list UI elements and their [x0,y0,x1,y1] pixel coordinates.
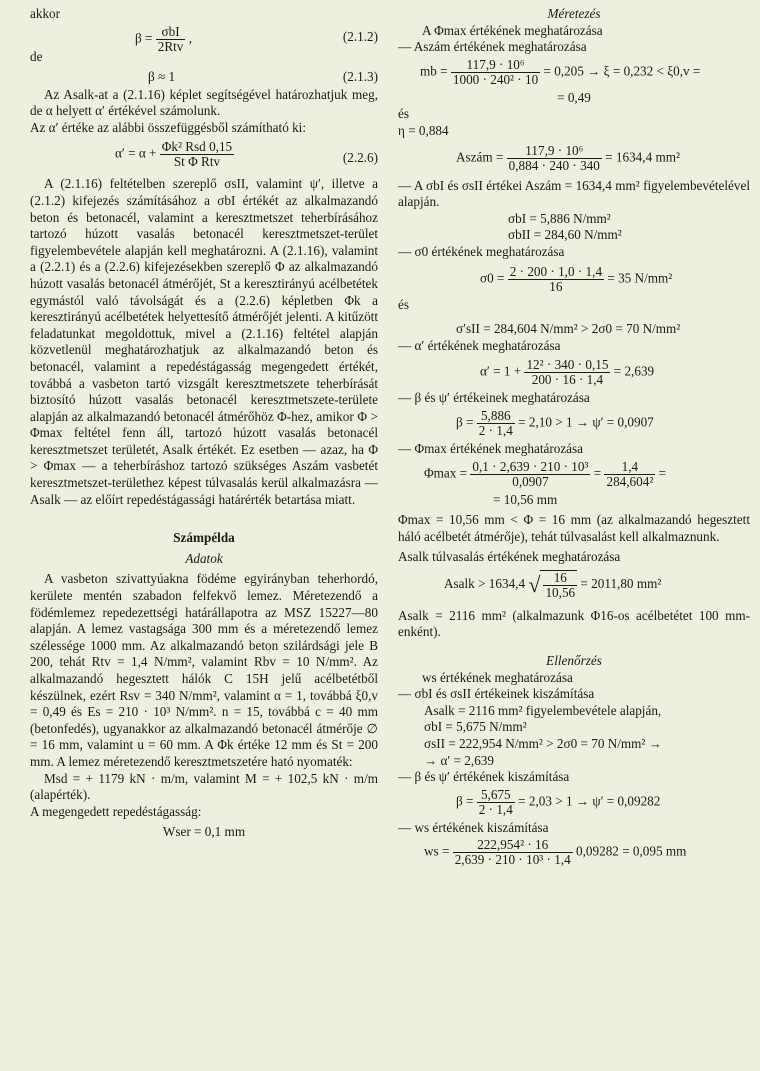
step-label: Asalk túlvasalás értékének meghatározása [398,549,621,565]
step-label: — Φmax értékének meghatározása [398,440,584,456]
step-label: — β és ψ′ értékének kiszámítása [398,769,570,785]
step-label: — σbI és σsII értékeinek kiszámítása [398,686,595,702]
step-label: — A σbI és σsII értékei Aszám = 1634,4 mm² figyelembevételével alapján. [398,177,750,210]
ws-equation: ws = $\frac{\text{222,954² · 16}}{\text{2,639 · 210 · 10³ · 1,4}}$ 0,09282 = 0,095 mm [424,837,687,868]
equation-number: (2.1.2) [342,28,378,44]
step-label: — ws értékének kiszámítása [398,819,549,835]
paragraph: Φmax = 10,56 mm < Φ = 16 mm (az alkalmazandó hegesztett háló acélbetét átmérője), tehát túlvasalást kell alkalmaznunk. [398,512,750,544]
paragraph: Asalk = 2116 mm² (alkalmazunk Φ16-os acélbetétet 100 mm-enként). [398,607,750,640]
equation-2-2-6: α′ = α + $\frac{\text{Φk² Rsd 0,15}}{\text{St Φ Rtv}}$ (2.2.6) [115,139,378,170]
aszam-equation: Aszám = $\frac{\text{117,9 · 10⁶}}{0,884 \cdot 240 \cdot 340}$ = 1634,4 mm² [456,142,680,173]
asalk-equation: Asalk > 1634,4 √ $\frac{16}{10,56}$ = 2011,80 mm² [444,569,662,600]
phimax-equation: Φmax = $\frac{\text{0,1 · 2,639 · 210 · 10³}}{0,0907}$ = $\frac{1,4}{\text{284,604²}}$ = [424,458,667,489]
eq-fraction: $\frac{\text{σbI}}{\text{2Rtv}}$ [157,23,184,54]
step-label: — Aszám értékének meghatározása [398,39,587,55]
subheading: Adatok [185,550,223,566]
left-column [30,6,378,841]
step-label: — σ0 értékének meghatározása [398,243,565,259]
moment-line: Msd = + 1179 kN · m/m, valamint M = + 102,5 kN · m/m (alapérték). [30,770,378,803]
paragraph: Az Asalk-at a (2.1.16) képlet segítségével határozhatjuk meg, de α helyett α′ értékével számolunk. [30,86,378,119]
equation-number: (2.1.3) [342,68,378,84]
equation-2-1-2: β = $\frac{\text{σbI}}{\text{2Rtv}}$ , (2.1.2) [135,23,378,54]
step-label: ws értékének meghatározása [422,669,573,685]
wser-value: Wser = 0,1 mm [162,824,246,840]
alpha-equation: α′ = 1 + $\frac{\text{12² · 340 · 0,15}}{200 \cdot 16 \cdot 1,4}$ = 2,639 [480,357,655,388]
paragraph: A (2.1.16) feltételben szereplő σsII, valamint ψ′, illetve a (2.1.2) kifejezés számításához a σbI értékét az alkalmazandó beton és betonacél, valamint a keresztmetszet teherbírásához tartozó húzott vasalás betonacél keresztmetszet-terület figyelembevétele alapján kell meghatározni. A (2.1.16), valamint a (2.2.1) és a (2.2.6) kifejezésekben szereplő Φ az alkalmazandó húzott vasalás betonacél átmérőjét, St a keresztirányú acélbetétek egymástól való távolságát és a (2.2.6) képletben Φk a keresztirányú acélbetétek helyettesítő átmérőjét jelenti. A kitűzött feladatunkat megoldottuk, mivel a (2.1.16) feltétel alapján közvetlenül meghatározhatjuk az alkalmazandó beton és betonacél, valamint a repedéstágasság megengedett értékét, továbbá a vasbeton tartó vizsgált keresztmetszete teherbírását biztosító húzott vasalás betonacél keresztmetszete-területe alapján az alkalmazandó betonacél átmérőhöz Φ-hez, amikor Φ > Φmax feltétel fenn áll, tartozó húzott vasalás betonacél keresztmetszet területét, Asalk értékét. Ez esetben — azaz, ha Φ > Φmax — a teherbíráshoz tartozó szükséges Aszám vasbetét keresztmetszet-területhez képest túlvasalás kerül alkalmazásra — Asalk — az előírt repedéstágassági határérték betartása miatt. [30,176,378,507]
de-row: de [30,48,43,64]
sigma0-equation: σ0 = $\frac{2 \cdot 200 \cdot 1,0 \cdot 1,4}{16}$ = 35 N/mm² [480,263,673,294]
paragraph: A megengedett repedéstágasság: [30,803,202,819]
beta-equation: β = $\frac{5,886}{2 \cdot 1,4}$ = 2,10 > 1 → ψ′ = 0,0907 [456,407,654,438]
eta-value: η = 0,884 [398,122,449,138]
beta2-equation: β = $\frac{5,675}{2 \cdot 1,4}$ = 2,03 > 1 → ψ′ = 0,09282 [456,786,661,817]
step-label: — β és ψ′ értékeinek meghatározása [398,390,590,406]
paragraph: Az α′ értéke az alábbi összefüggésből számítható ki: [30,119,307,135]
eq-lhs: β = [135,30,153,46]
mb-equation: mb = $\frac{\text{117,9 · 10⁶}}{\text{1000 · 240² · 10}}$ = 0,205 → ξ = 0,232 < ξ0,v = [420,56,701,87]
equation-2-1-3: β ≈ 1 (2.1.3) [148,68,378,84]
subheading: Méretezés [547,6,601,21]
paragraph: A vasbeton szivattyúakna födéme egyirányban teherhordó, kerülete mentén szabadon felfekvő lemez. Méretezendő a födémlemez repedezettségi határállapotra az MSZ 15227—80 alapján. A lemez vastagsága 300 mm és a méretezendő lemez szélessége 1000 mm. Az alkalmazandó beton szilárdsági jele B 200, tehát Rtv = 1,4 N/mm², valamint Rbv = 10 N/mm². Az alkalmazandó hegesztett hálók C 15H jelű acélbetétből készülnek, ezért Rsv = 340 N/mm², valamint α = 1, továbbá ξ0,v = 0,49 és Es = 210 · 10³ N/mm². n = 15, továbbá c = 40 mm (betonfedés), ugyanakkor az alkalmazandó betonacél átmérője ∅ = 16 mm, valamint u = 60 mm. A Φk értéke 12 mm és St = 200 mm. A lemez méretezendő keresztmetszetére ható nyomaték: [30,571,378,769]
akkor-text: akkor [30,6,61,21]
subheading: Ellenőrzés [546,653,602,669]
step-label: A Φmax értékének meghatározása [422,22,603,38]
step-label: — α′ értékének meghatározása [398,337,561,353]
section-heading: Számpélda [173,530,235,546]
sqrt-symbol: √ $\frac{16}{10,56}$ [528,569,576,600]
right-column: Méretezés A Φmax értékének meghatározása — Aszám értékének meghatározása mb = $\frac{\text{117,9 · 10⁶}}{\text{1000 · 240² · 10}}$ = 0,205 → ξ = 0,232 < ξ0,v = = 0,49 és η = 0,884 Aszám = $\frac{\text{117,9 · 10⁶}}{0,884 \cdot 240 \cdot 340}$ = 1634,4 mm² — A σbI és σsII értékei Aszám = 1634,4 mm² figyelembevételével alapján. σbI = 5,886 N/mm² σbII = 284,60 N/mm² — σ0 értékének meghatározása σ0 = $\frac{2 \cdot 200 \cdot 1,0 \cdot 1,4}{16}$ = 35 N/mm² és σ′sII = 284,604 N/mm² > 2σ0 = 70 N/mm² — α′ értékének meghatározása α′ = 1 + $\frac{\text{12² · 340 · 0,15}}{200 \cdot 16 \cdot 1,4}$ = 2,639 — β és ψ′ értékeinek meghatározása β = $\frac{5,886}{2 \cdot 1,4}$ = 2,10 > 1 → ψ′ = 0,0907 — Φmax értékének meghatározása Φmax = $\frac{\text{0,1 · 2,639 · 210 · 10³}}{0,0907}$ = $\frac{1,4}{\text{284,604²}}$ = = 10,56 mm Φmax = 10,56 mm < Φ = 16 mm (az alkalmazandó hegesztett háló acélbetét átmérője), tehát túlvasalást kell alkalmaznunk. Asalk túlvasalás értékének meghatározása Asalk > 1634,4 √ $\frac{16}{10,56}$ = 2011,80 mm² Asalk = 2116 mm² (alkalmazunk Φ16-os acélbetétet 100 mm-enként). Ellenőrzés ws értékének meghatározása — σbI és σsII értékeinek kiszámítása Asalk = 2116 mm² figyelembevétele alapján, σbI = 5,675 N/mm² σsII = 222,954 N/mm² > 2σ0 = 70 N/mm² → → α′ = 2,639 — β és ψ′ értékének kiszámítása β = $\frac{5,675}{2 \cdot 1,4}$ = 2,03 > 1 → ψ′ = 0,09282 — ws értékének kiszámítása ws = $\frac{\text{222,954² · 16}}{\text{2,639 · 210 · 10³ · 1,4}}$ 0,09282 = 0,095 mm [398,6,750,870]
equation-number: (2.2.6) [342,150,378,166]
